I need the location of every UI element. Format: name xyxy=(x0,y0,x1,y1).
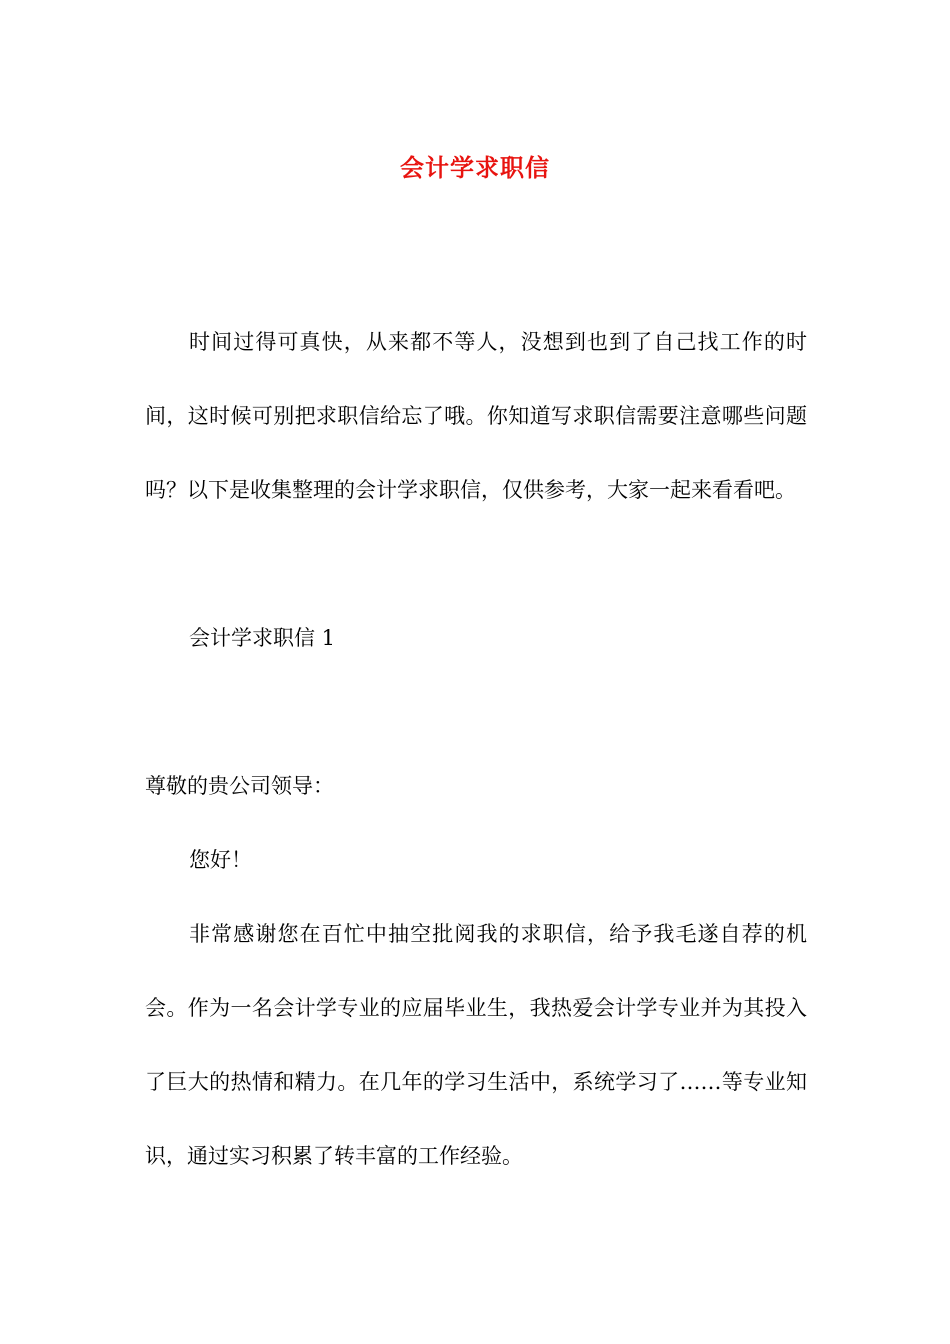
document-title: 会计学求职信 xyxy=(400,153,550,183)
intro-paragraph: 时间过得可真快，从来都不等人，没想到也到了自己找工作的时间，这时候可别把求职信给忘了哦。你知道写求职信需要注意哪些问题吗？以下是收集整理的会计学求职信，仅供参考，大家一起来看看吧。 xyxy=(145,330,807,502)
salutation: 尊敬的贵公司领导： xyxy=(145,774,334,798)
greeting: 您好！ xyxy=(189,848,252,872)
section-heading: 会计学求职信 1 xyxy=(189,626,336,650)
body-paragraph-1: 非常感谢您在百忙中抽空批阅我的求职信，给予我毛遂自荐的机会。作为一名会计学专业的应届毕业生，我热爱会计学专业并为其投入了巨大的热情和精力。在几年的学习生活中，系统学习了……等专业知识，通过实习积累了转丰富的工作经验。 xyxy=(145,922,807,1168)
